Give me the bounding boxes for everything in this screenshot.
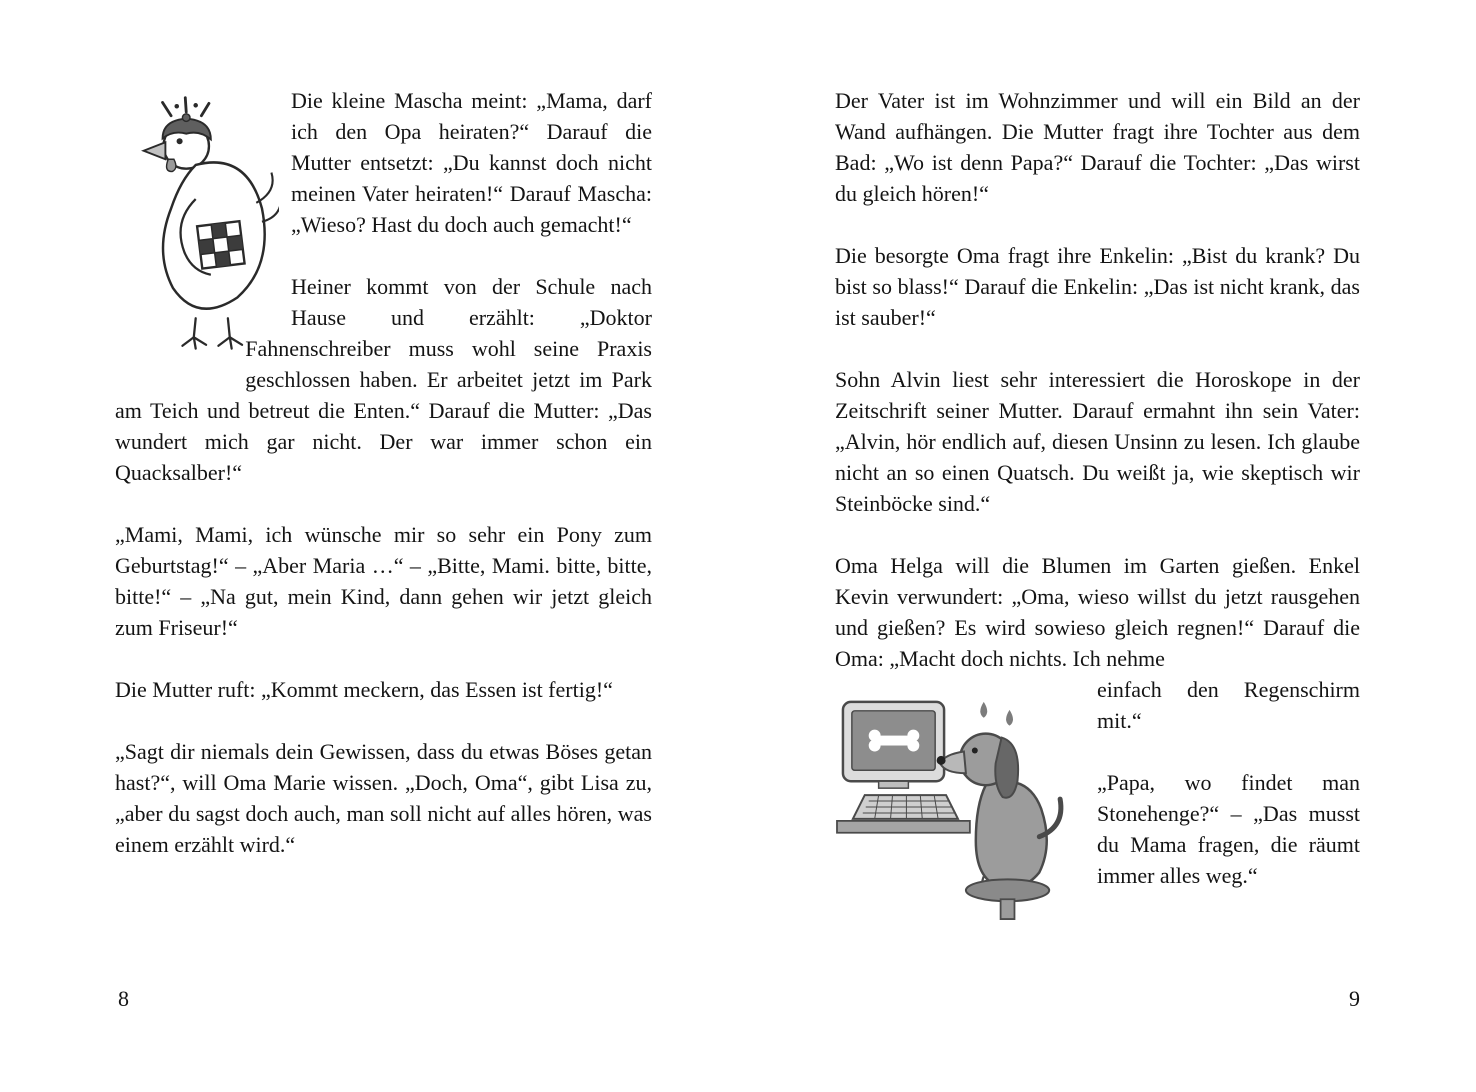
joke-paragraph-9-part-1: Oma Helga will die Blumen im Garten gießen. Enkel Kevin verwundert: „Oma, wieso willst du jetzt rausgehen und gießen? Es wird sowieso gleich regnen!“ Darauf die Oma: „Macht doch nichts. Ich nehme [835, 553, 1360, 671]
joke-paragraph-8: Sohn Alvin liest sehr interessiert die Horoskope in der Zeitschrift seiner Mutter. Darauf ermahnt ihn sein Vater: „Alvin, hör endlich auf, diesen Unsinn zu lesen. Ich glaube nicht an so einen Quatsch. Du weißt ja, wie skeptisch wir Steinböcke sind.“ [835, 367, 1360, 516]
dog-wrap-section [835, 674, 1360, 891]
dog-computer-icon [835, 688, 1073, 921]
joke-paragraph-7: Die besorgte Oma fragt ihre Enkelin: „Bist du krank? Du bist so blass!“ Darauf die Enkelin: „Das ist nicht krank, das ist sauber!“ [835, 243, 1360, 330]
joke-paragraph-5: „Sagt dir niemals dein Gewissen, dass du etwas Böses getan hast?“, will Oma Marie wissen. „Doch, Oma“, gibt Lisa zu, „aber du sagst doch auch, man soll nicht auf alles hören, was einem erzählt wird.“ [115, 739, 652, 857]
joke-paragraph-10: „Papa, wo findet man Stonehenge?“ – „Das musst du Mama fragen, die räumt immer alles weg.“ [1097, 770, 1360, 888]
joke-paragraph-2: Heiner kommt von der Schule nach Hause und erzählt: „Doktor Fahnenschreiber muss wohl seine Praxis geschlossen haben. Er arbeitet jetzt im Park am Teich und betreut die Enten.“ Darauf die Mutter: „Das wundert mich gar nicht. Der war immer schon ein Quacksalber!“ [115, 274, 652, 485]
page-number-left: 8 [118, 986, 129, 1011]
joke-paragraph-9-part-2: einfach den Regenschirm mit.“ [1097, 677, 1360, 733]
page-right-body [738, 0, 1476, 891]
page-left-body [0, 0, 738, 860]
page-right [738, 0, 1476, 1092]
joke-paragraph-4: Die Mutter ruft: „Kommt meckern, das Essen ist fertig!“ [115, 677, 613, 702]
joke-paragraph-6: Der Vater ist im Wohnzimmer und will ein Bild an der Wand aufhängen. Die Mutter fragt ihre Tochter aus dem Bad: „Wo ist denn Papa?“ Darauf die Tochter: „Das wirst du gleich hören!“ [835, 88, 1360, 206]
joke-paragraph-3: „Mami, Mami, ich wünsche mir so sehr ein Pony zum Geburtstag!“ – „Aber Maria …“ – „Bitte, Mami. bitte, bitte, bitte!“ – „Na gut, mein Kind, dann gehen wir jetzt gleich zum Friseur!“ [115, 522, 652, 640]
dog-illustration [835, 674, 1097, 926]
page-number-right: 9 [1349, 986, 1360, 1011]
joke-paragraph-1: Die kleine Mascha meint: „Mama, darf ich den Opa heiraten?“ Darauf die Mutter entsetzt: „Du kannst doch nicht meinen Vater heiraten!“ Darauf Mascha: „Wieso? Hast du doch auch gemacht!“ [291, 88, 652, 237]
